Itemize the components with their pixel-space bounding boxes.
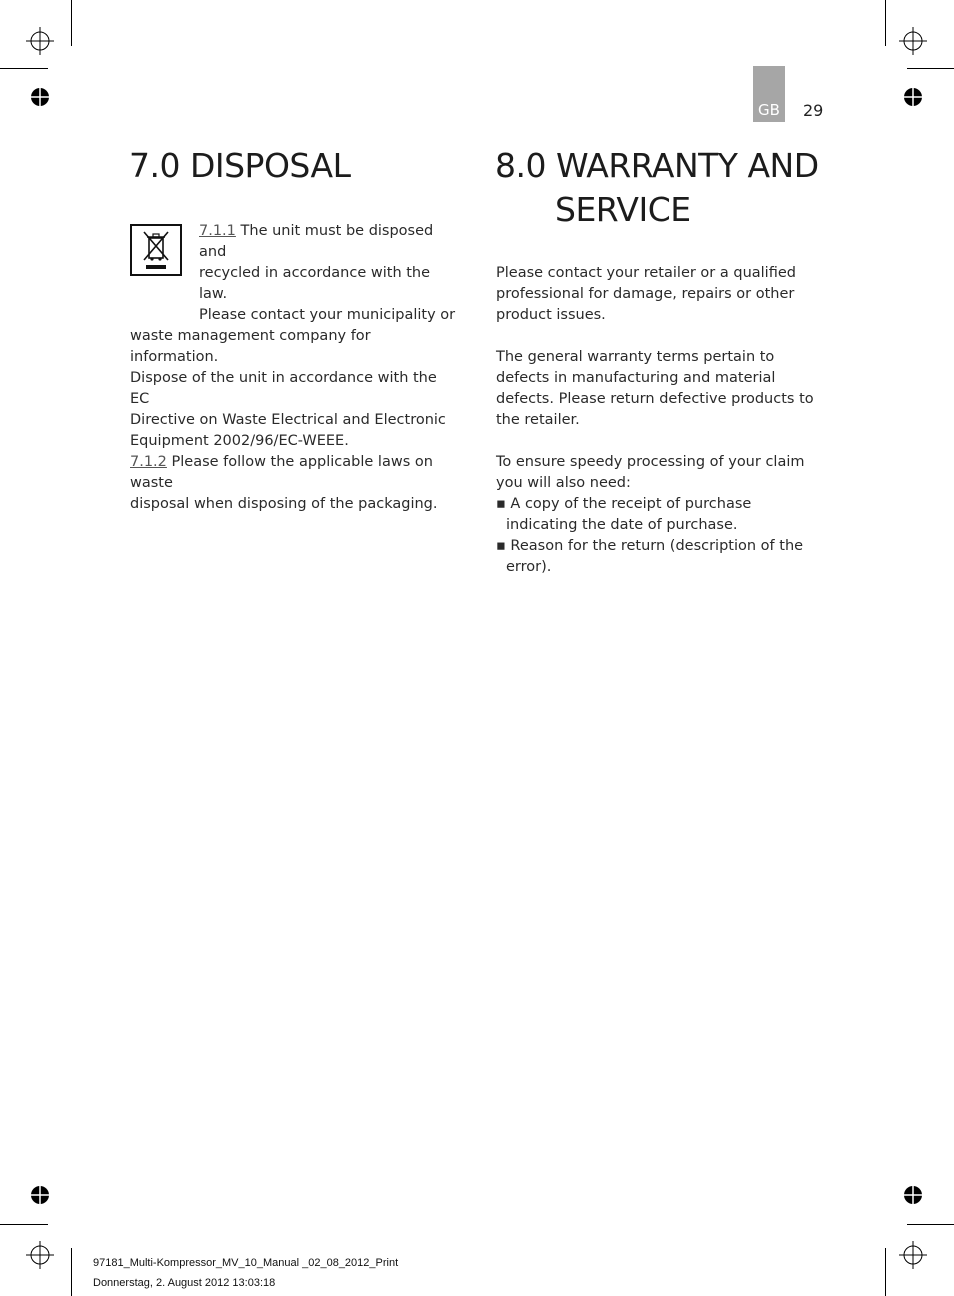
print-timestamp: Donnerstag, 2. August 2012 13:03:18 [93,1277,276,1289]
registration-dot-icon [903,87,923,107]
registration-mark-icon [26,27,54,55]
crop-mark [907,68,954,69]
section-ref-7-1-2: 7.1.2 [130,454,167,470]
language-tab [753,66,785,122]
disposal-item-2-text: Please follow the applicable laws on waste [130,454,433,491]
warranty-paragraph: The general warranty terms pertain to defects in manufacturing and material defects. Please return defective products to the retailer. [496,349,814,428]
disposal-item-2-line-2: disposal when disposing of the packaging. [130,496,438,512]
crop-mark [0,1224,48,1225]
warranty-bullet: ▪ Reason for the return (description of the error). [496,538,804,575]
crop-mark [907,1224,954,1225]
disposal-item-1-line-4: waste management company for information. [130,328,371,365]
registration-mark-icon [899,1241,927,1269]
disposal-item-1-line-1 [130,221,460,263]
registration-dot-icon [30,1185,50,1205]
section-ref-7-1-1: 7.1.1 [199,223,236,239]
print-file-name: 97181_Multi-Kompressor_MV_10_Manual _02_08_2012_Print [93,1257,399,1269]
crop-mark [71,0,72,46]
warranty-paragraph: Please contact your retailer or a qualified professional for damage, repairs or other product issues. [496,265,796,323]
disposal-text [130,221,460,515]
disposal-item-1-line-2: recycled in accordance with the law. [199,265,431,302]
disposal-item-1-line-7: Equipment 2002/96/EC-WEEE. [130,433,349,449]
disposal-item-2-line-1 [130,452,460,494]
page-number: 29 [803,101,824,120]
warranty-bullet: ▪ A copy of the receipt of purchase indicating the date of purchase. [496,496,752,533]
warranty-heading-line-1: 8.0 WARRANTY AND [495,146,819,185]
crop-mark [885,0,886,46]
registration-mark-icon [899,27,927,55]
warranty-paragraph: To ensure speedy processing of your claim you will also need: [496,454,805,491]
registration-dot-icon [903,1185,923,1205]
crop-mark [0,68,48,69]
disposal-heading: 7.0 DISPOSAL [129,146,351,185]
disposal-item-1-line-3: Please contact your municipality or [199,307,456,323]
warranty-text [496,263,826,578]
crop-mark [71,1248,72,1296]
disposal-item-1-line-5: Dispose of the unit in accordance with the EC [130,370,437,407]
registration-dot-icon [30,87,50,107]
language-tab-label: GB [758,101,780,119]
warranty-heading-line-2: SERVICE [555,190,691,229]
disposal-item-1-text: The unit must be disposed and [199,223,434,260]
disposal-item-1-line-6: Directive on Waste Electrical and Electronic [130,412,446,428]
registration-mark-icon [26,1241,54,1269]
crop-mark [885,1248,886,1296]
